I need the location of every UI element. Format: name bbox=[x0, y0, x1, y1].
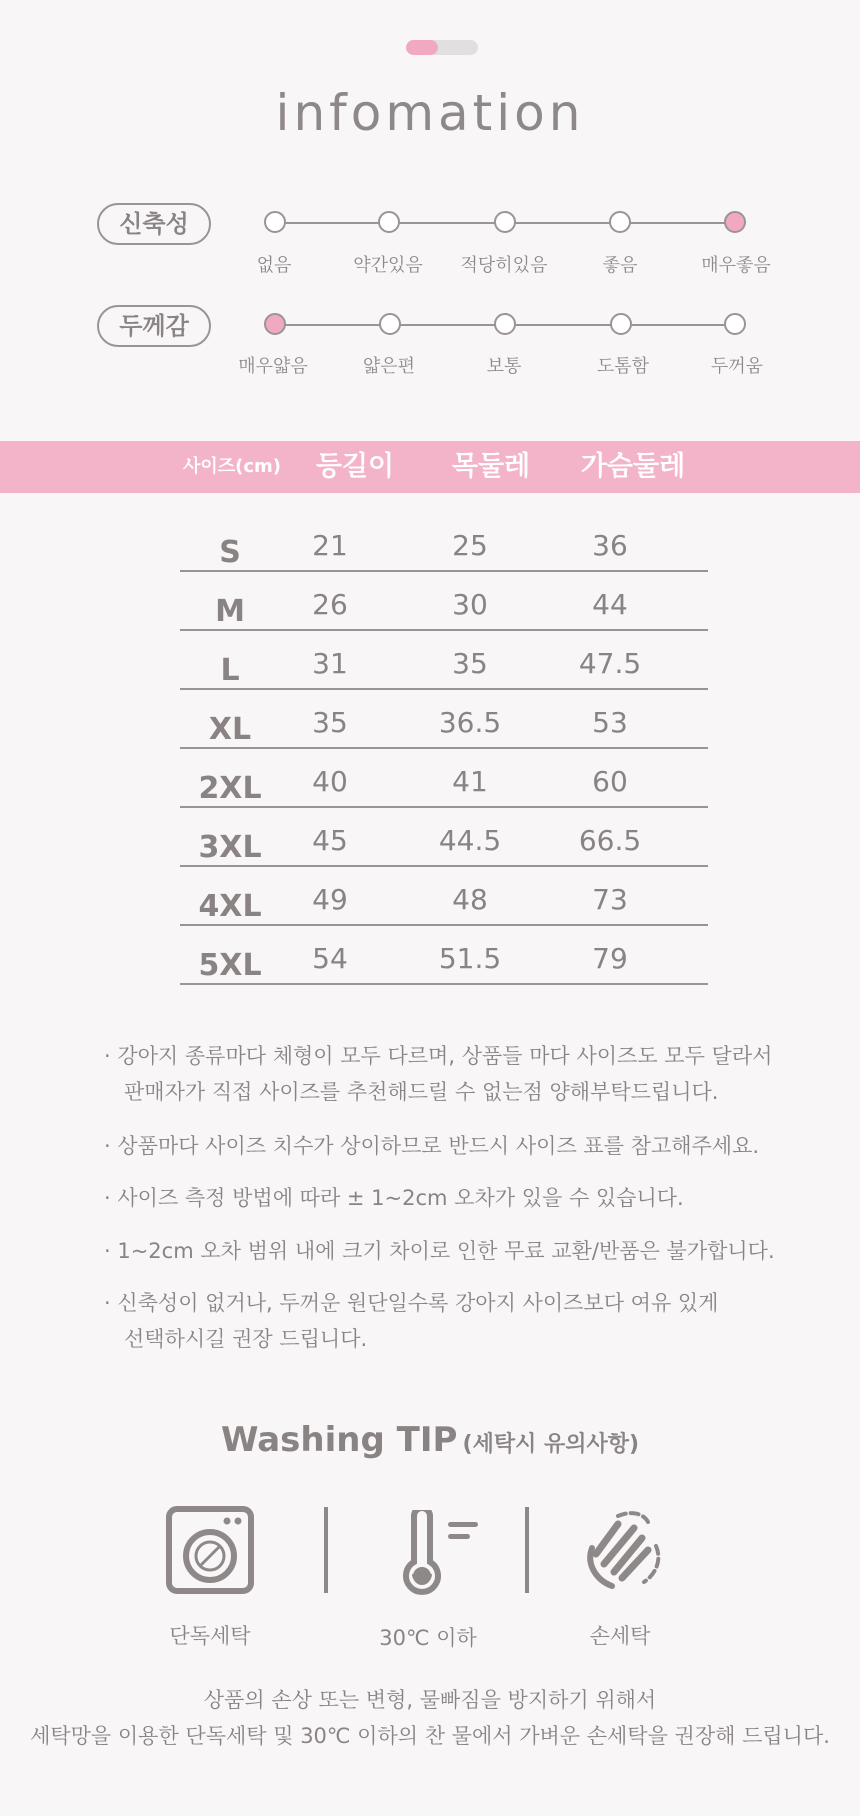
thickness-level-1: 매우얇음 bbox=[238, 356, 308, 377]
section-indicator bbox=[406, 40, 478, 55]
cell-neck: 48 bbox=[452, 883, 488, 916]
cell-back-length: 49 bbox=[312, 883, 348, 916]
stretch-level-1: 없음 bbox=[256, 255, 292, 276]
header-chest: 가슴둘레 bbox=[580, 451, 686, 482]
icon-divider bbox=[525, 1507, 529, 1593]
stretch-dot-1 bbox=[264, 211, 286, 233]
cell-back-length: 31 bbox=[312, 647, 348, 680]
cell-size: 4XL bbox=[198, 889, 262, 924]
cell-chest: 73 bbox=[592, 883, 628, 916]
stretch-level-4: 좋음 bbox=[602, 255, 638, 276]
cell-size: XL bbox=[208, 712, 252, 747]
cell-chest: 66.5 bbox=[578, 824, 642, 857]
washing-tip-subtitle: (세탁시 유의사항) bbox=[462, 1432, 640, 1457]
thickness-badge: 두께감 bbox=[97, 305, 211, 347]
page-title: infomation bbox=[275, 84, 585, 142]
thickness-dot-1-selected bbox=[264, 313, 286, 335]
thickness-dot-5 bbox=[724, 313, 746, 335]
table-row bbox=[180, 631, 708, 690]
cell-size: 2XL bbox=[198, 771, 262, 806]
cell-back-length: 40 bbox=[312, 765, 348, 798]
cell-neck: 25 bbox=[452, 529, 488, 562]
table-row bbox=[180, 867, 708, 926]
washing-footer-line2: 세탁망을 이용한 단독세탁 및 30℃ 이하의 찬 물에서 가벼운 손세탁을 권장해 드립니다. bbox=[30, 1724, 830, 1748]
icon-label-solo-wash: 단독세탁 bbox=[169, 1624, 251, 1648]
cell-neck: 36.5 bbox=[438, 706, 502, 739]
stretch-dot-3 bbox=[494, 211, 516, 233]
cell-back-length: 54 bbox=[312, 942, 348, 975]
table-row bbox=[180, 572, 708, 631]
thermometer-icon bbox=[402, 1510, 482, 1596]
thickness-level-2: 얇은편 bbox=[362, 356, 416, 377]
cell-neck: 35 bbox=[452, 647, 488, 680]
washing-tip-title: Washing TIP bbox=[220, 1420, 458, 1460]
thickness-dot-2 bbox=[379, 313, 401, 335]
header-back-length: 등길이 bbox=[315, 451, 395, 482]
note-line-continued: 선택하시길 권장 드립니다. bbox=[124, 1327, 368, 1351]
cell-neck: 51.5 bbox=[438, 942, 502, 975]
note-item bbox=[104, 1285, 824, 1357]
stretch-level-3: 적당히있음 bbox=[460, 255, 548, 276]
cell-back-length: 35 bbox=[312, 706, 348, 739]
cell-neck: 41 bbox=[452, 765, 488, 798]
cell-size: L bbox=[220, 653, 240, 688]
stretch-dot-4 bbox=[609, 211, 631, 233]
cell-chest: 36 bbox=[592, 529, 628, 562]
cell-chest: 47.5 bbox=[578, 647, 642, 680]
cell-back-length: 21 bbox=[312, 529, 348, 562]
stretch-badge: 신축성 bbox=[97, 203, 211, 245]
washing-tip-heading bbox=[0, 1420, 860, 1460]
note-item bbox=[104, 1128, 824, 1164]
stretch-dot-5-selected bbox=[724, 211, 746, 233]
cell-neck: 44.5 bbox=[438, 824, 502, 857]
table-row bbox=[180, 926, 708, 985]
cell-neck: 30 bbox=[452, 588, 488, 621]
note-line: · 강아지 종류마다 체형이 모두 다르며, 상품들 마다 사이즈도 모두 달라서 bbox=[104, 1044, 773, 1068]
cell-chest: 53 bbox=[592, 706, 628, 739]
thickness-level-3: 보통 bbox=[486, 356, 522, 377]
cell-size: 5XL bbox=[198, 948, 262, 983]
header-size: 사이즈(cm) bbox=[182, 456, 282, 477]
note-line: · 사이즈 측정 방법에 따라 ± 1~2cm 오차가 있을 수 있습니다. bbox=[104, 1186, 684, 1210]
icon-label-hand-wash: 손세탁 bbox=[589, 1624, 651, 1648]
cell-chest: 79 bbox=[592, 942, 628, 975]
table-row bbox=[180, 749, 708, 808]
cell-chest: 44 bbox=[592, 588, 628, 621]
section-indicator-fill bbox=[406, 40, 438, 55]
icon-divider bbox=[324, 1507, 328, 1593]
cell-chest: 60 bbox=[592, 765, 628, 798]
cell-size: M bbox=[215, 594, 245, 629]
icon-label-temperature: 30℃ 이하 bbox=[379, 1626, 477, 1650]
cell-back-length: 45 bbox=[312, 824, 348, 857]
thickness-dot-3 bbox=[494, 313, 516, 335]
washing-machine-icon bbox=[166, 1506, 254, 1594]
thickness-level-5: 두꺼움 bbox=[710, 356, 764, 377]
note-line: · 상품마다 사이즈 치수가 상이하므로 반드시 사이즈 표를 참고해주세요. bbox=[104, 1134, 760, 1158]
stretch-level-5: 매우좋음 bbox=[701, 255, 771, 276]
stretch-dot-2 bbox=[378, 211, 400, 233]
note-line: · 신축성이 없거나, 두꺼운 원단일수록 강아지 사이즈보다 여유 있게 bbox=[104, 1291, 719, 1315]
washing-footer-line1: 상품의 손상 또는 변형, 물빠짐을 방지하기 위해서 bbox=[203, 1688, 657, 1712]
cell-size: 3XL bbox=[198, 830, 262, 865]
table-row bbox=[180, 808, 708, 867]
thickness-dot-4 bbox=[610, 313, 632, 335]
note-item bbox=[104, 1180, 824, 1216]
size-table-header bbox=[0, 441, 860, 493]
table-row bbox=[180, 690, 708, 749]
note-item bbox=[104, 1233, 824, 1269]
note-line-continued: 판매자가 직접 사이즈를 추천해드릴 수 없는점 양해부탁드립니다. bbox=[124, 1080, 719, 1104]
note-line: · 1~2cm 오차 범위 내에 크기 차이로 인한 무료 교환/반품은 불가합니다. bbox=[104, 1239, 775, 1263]
stretch-level-2: 약간있음 bbox=[353, 255, 423, 276]
note-item bbox=[104, 1038, 824, 1110]
cell-back-length: 26 bbox=[312, 588, 348, 621]
hand-wash-icon bbox=[582, 1508, 668, 1592]
thickness-level-4: 도톰함 bbox=[596, 356, 650, 377]
cell-size: S bbox=[219, 535, 241, 570]
header-neck: 목둘레 bbox=[451, 451, 531, 482]
table-row bbox=[180, 513, 708, 572]
